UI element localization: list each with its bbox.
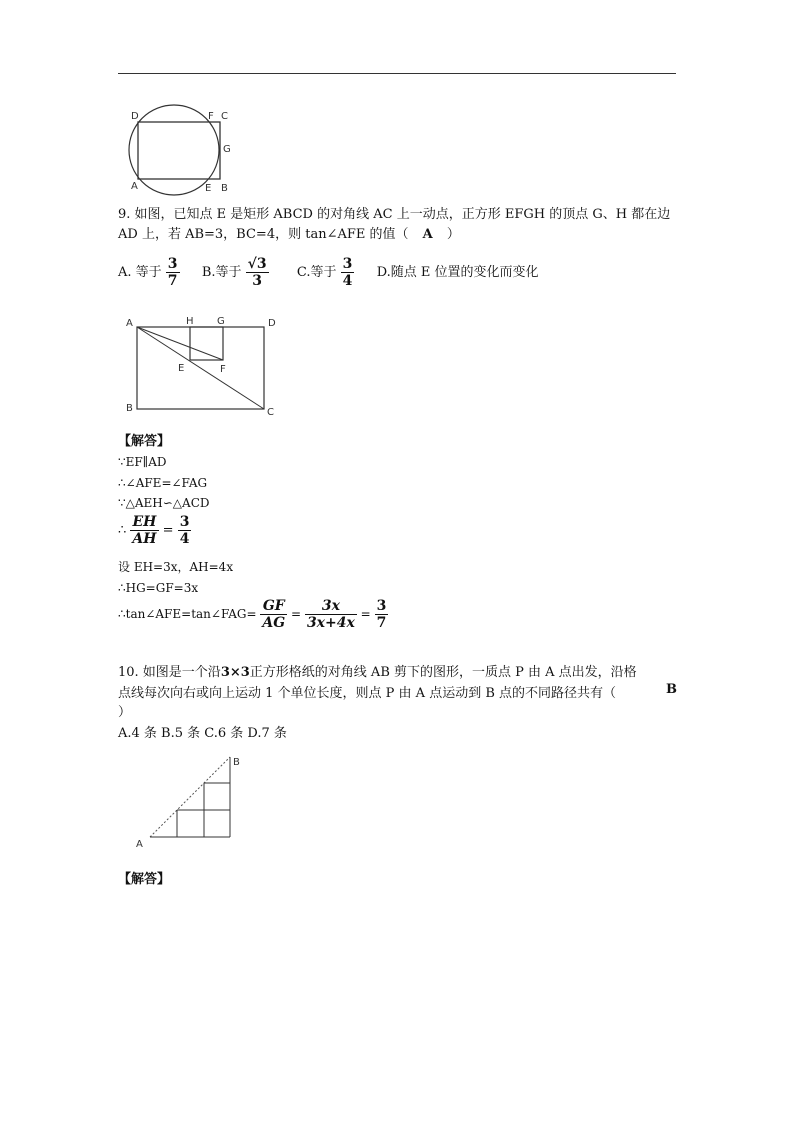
label-E: E	[205, 183, 212, 194]
label-C: C	[221, 111, 228, 122]
q9-option-c-label: C.等于	[296, 265, 337, 280]
q9-step4	[118, 514, 191, 547]
diagonal-ab	[150, 757, 230, 837]
square-efgh	[190, 327, 223, 360]
q9-step7-eq2: =	[360, 607, 371, 621]
q9-step4-equals: =	[162, 523, 174, 538]
q9-step1: ∵EF∥AD	[118, 455, 167, 469]
q10-label-B: B	[233, 757, 240, 768]
diagonal-ac	[137, 327, 264, 409]
q9-step7-ag: AG	[262, 615, 286, 631]
fig9-label-F: F	[220, 364, 226, 375]
q9-option-a-num: 3	[167, 256, 178, 272]
fig9-label-H: H	[186, 316, 194, 327]
q9-step7-gf: GF	[260, 598, 287, 615]
q10-solution-header: 【解答】	[118, 872, 171, 887]
q9-step7-3x4x: 3x+4x	[306, 615, 355, 631]
fig9-label-B: B	[126, 403, 133, 414]
q10-line2: 点线每次向右或向上运动 1 个单位长度，则点 P 由 A 点运动到 B 点的不同路径共有（	[118, 686, 617, 701]
q9-step7-den7: 7	[376, 615, 387, 631]
q9-option-b-fraction	[246, 256, 269, 289]
q9-step7-3x: 3x	[305, 598, 357, 615]
label-G: G	[223, 144, 231, 155]
q9-figure	[120, 312, 282, 420]
q9-step7-fraction3	[375, 598, 389, 631]
q9-step2: ∴∠AFE=∠FAG	[118, 476, 208, 490]
q10-line1-post: 正方形格纸的对角线 AB 剪下的图形，一质点 P 由 A 点出发，沿格	[249, 665, 637, 680]
circle-rectangle-figure	[122, 100, 240, 196]
q9-step4-ah: AH	[132, 531, 157, 547]
fig9-label-A: A	[126, 318, 133, 329]
label-F: F	[208, 111, 214, 122]
q10-grid-figure	[132, 752, 244, 850]
q9-answer: A	[422, 227, 433, 242]
fig9-label-C: C	[267, 407, 274, 418]
q9-line2	[118, 223, 460, 242]
q10-line1-pre: 10. 如图是一个沿	[118, 665, 221, 680]
q9-line1: 9. 如图，已知点 E 是矩形 ABCD 的对角线 AC 上一动点，正方形 EFGH 的顶点 G、H 都在边	[118, 207, 671, 222]
label-A: A	[131, 181, 138, 192]
label-B: B	[221, 183, 228, 194]
q9-option-c-fraction	[341, 256, 355, 289]
q9-step4-eh: EH	[130, 514, 158, 531]
q9-option-b-num: √3	[247, 256, 267, 272]
q9-step7-fraction1	[260, 598, 287, 631]
q9-line2-text: AD 上，若 AB=3，BC=4，则 tan∠AFE 的值（	[118, 227, 409, 242]
q9-step3: ∵△AEH∽△ACD	[118, 496, 210, 510]
q9-option-a-label: A. 等于	[118, 265, 162, 280]
label-D: D	[131, 111, 139, 122]
q9-step7-fraction2	[305, 598, 357, 631]
q9-option-d: D.随点 E 位置的变化而变化	[376, 265, 539, 280]
fig9-label-D: D	[268, 318, 276, 329]
q9-option-a-fraction	[166, 256, 180, 289]
q9-step4-4: 4	[179, 531, 190, 547]
q9-option-b-label: B.等于	[201, 265, 242, 280]
q9-step6: ∴HG=GF=3x	[118, 581, 199, 595]
fig9-label-E: E	[178, 363, 185, 374]
q9-solution-header: 【解答】	[118, 434, 171, 449]
q9-step4-fraction-right	[178, 514, 192, 547]
q9-step7-eq1: =	[291, 607, 302, 621]
q9-line2-close: ）	[446, 227, 460, 242]
q9-step7-text: ∴tan∠AFE=tan∠FAG=	[118, 607, 257, 621]
q9-option-c-den: 4	[342, 273, 353, 289]
q9-step7-num3: 3	[376, 598, 387, 614]
q10-line1-bold: 3×3	[220, 665, 250, 680]
rectangle	[138, 122, 220, 179]
q9-step4-therefore: ∴	[118, 523, 127, 538]
circle	[129, 105, 219, 195]
q9-option-b-den: 3	[252, 273, 262, 289]
q9-option-c-num: 3	[342, 256, 353, 272]
q10-line3: ）	[118, 705, 132, 720]
q9-step5: 设 EH=3x，AH=4x	[118, 560, 234, 574]
q9-step4-fraction-left	[130, 514, 158, 547]
q9-option-a-den: 7	[167, 273, 178, 289]
header-rule	[118, 73, 676, 74]
q10-options: A.4 条 B.5 条 C.6 条 D.7 条	[118, 726, 287, 741]
q9-step7	[118, 598, 388, 631]
fig9-label-G: G	[217, 316, 225, 327]
q10-answer: B	[666, 682, 677, 697]
q9-step4-3: 3	[179, 514, 190, 530]
q9-options	[118, 256, 539, 289]
q10-label-A: A	[136, 839, 143, 850]
q10-line1	[118, 661, 637, 680]
